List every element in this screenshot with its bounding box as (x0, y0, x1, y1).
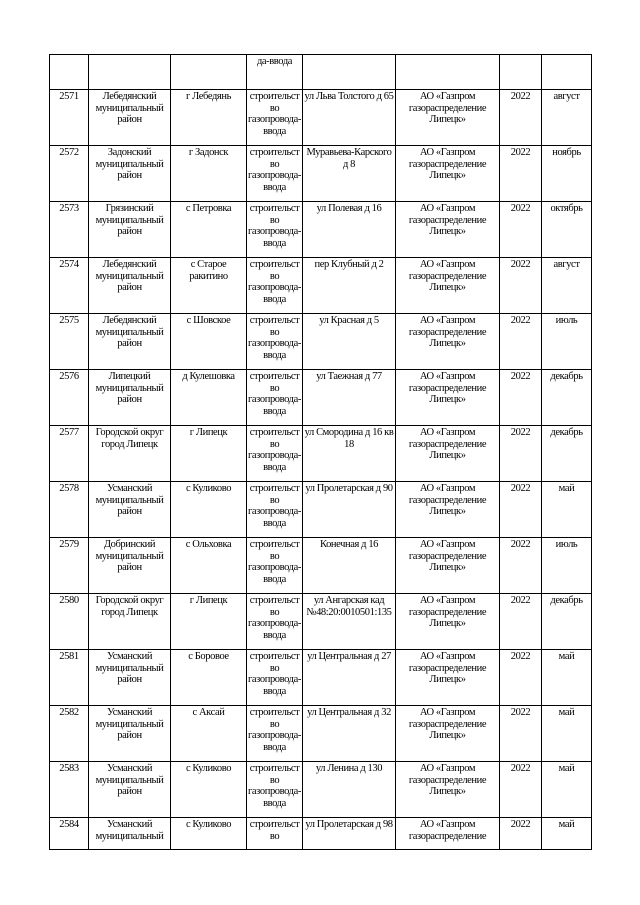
cell-num: 2577 (50, 426, 89, 482)
cell-month: август (542, 258, 592, 314)
cell-locality: с Аксай (171, 706, 247, 762)
cell-work: строительство газопровода-ввода (247, 370, 303, 426)
cell-year: 2022 (500, 482, 542, 538)
table-row (50, 370, 592, 426)
cell-address: ул Смородина д 16 кв 18 (303, 426, 396, 482)
cell-month: июль (542, 538, 592, 594)
cell-year: 2022 (500, 426, 542, 482)
cell-locality: г Липецк (171, 426, 247, 482)
cell-work: строительство газопровода-ввода (247, 482, 303, 538)
cell-month: май (542, 818, 592, 850)
table-row (50, 818, 592, 850)
cell-org: АО «Газпром газораспределение Липецк» (396, 594, 500, 650)
cell-org (396, 55, 500, 90)
cell-district: Грязинский муниципальный район (89, 202, 171, 258)
cell-year: 2022 (500, 258, 542, 314)
cell-locality: с Шовское (171, 314, 247, 370)
cell-locality: г Лебедянь (171, 90, 247, 146)
cell-district (89, 55, 171, 90)
cell-locality: с Куликово (171, 762, 247, 818)
cell-locality: г Задонск (171, 146, 247, 202)
cell-year: 2022 (500, 90, 542, 146)
cell-year: 2022 (500, 538, 542, 594)
cell-month: декабрь (542, 594, 592, 650)
cell-district: Задонский муниципальный район (89, 146, 171, 202)
cell-district: Усманский муниципальный район (89, 706, 171, 762)
cell-work: строительство газопровода-ввода (247, 538, 303, 594)
cell-org: АО «Газпром газораспределение Липецк» (396, 370, 500, 426)
gasification-schedule-table (49, 54, 592, 850)
cell-month (542, 55, 592, 90)
cell-org: АО «Газпром газораспределение Липецк» (396, 426, 500, 482)
table-row (50, 538, 592, 594)
table-row (50, 146, 592, 202)
cell-num: 2574 (50, 258, 89, 314)
cell-year: 2022 (500, 650, 542, 706)
cell-num: 2576 (50, 370, 89, 426)
cell-address: ул Полевая д 16 (303, 202, 396, 258)
cell-district: Городской округ город Липецк (89, 594, 171, 650)
table-row (50, 258, 592, 314)
cell-address: ул Таежная д 77 (303, 370, 396, 426)
cell-org: АО «Газпром газораспределение Липецк» (396, 538, 500, 594)
cell-locality: с Ольховка (171, 538, 247, 594)
cell-year: 2022 (500, 594, 542, 650)
cell-year: 2022 (500, 146, 542, 202)
cell-work: строительство газопровода-ввода (247, 258, 303, 314)
cell-locality: с Куликово (171, 482, 247, 538)
cell-org: АО «Газпром газораспределение Липецк» (396, 706, 500, 762)
cell-work: да-ввода (247, 55, 303, 90)
cell-district: Липецкий муниципальный район (89, 370, 171, 426)
cell-org: АО «Газпром газораспределение Липецк» (396, 202, 500, 258)
cell-district: Лебедянский муниципальный район (89, 314, 171, 370)
cell-year: 2022 (500, 762, 542, 818)
table-row (50, 314, 592, 370)
cell-num: 2583 (50, 762, 89, 818)
cell-address (303, 55, 396, 90)
cell-address: ул Льва Толстого д 65 (303, 90, 396, 146)
cell-org: АО «Газпром газораспределение (396, 818, 500, 850)
table-row (50, 202, 592, 258)
cell-month: май (542, 650, 592, 706)
cell-address: Конечная д 16 (303, 538, 396, 594)
cell-locality: д Кулешовка (171, 370, 247, 426)
cell-month: май (542, 482, 592, 538)
cell-address: ул Красная д 5 (303, 314, 396, 370)
cell-month: май (542, 706, 592, 762)
cell-month: май (542, 762, 592, 818)
cell-year: 2022 (500, 314, 542, 370)
cell-num: 2580 (50, 594, 89, 650)
table-row (50, 482, 592, 538)
cell-work: строительство газопровода-ввода (247, 706, 303, 762)
cell-district: Городской округ город Липецк (89, 426, 171, 482)
cell-address: ул Пролетарская д 90 (303, 482, 396, 538)
cell-district: Усманский муниципальный район (89, 650, 171, 706)
cell-address: ул Ангарская кад №48:20:0010501:135 (303, 594, 396, 650)
cell-num: 2572 (50, 146, 89, 202)
cell-address: Муравьева-Карского д 8 (303, 146, 396, 202)
cell-month: август (542, 90, 592, 146)
cell-locality: с Куликово (171, 818, 247, 850)
table-row-continued (50, 55, 592, 90)
cell-work: строительство газопровода-ввода (247, 202, 303, 258)
cell-work: строительство газопровода-ввода (247, 146, 303, 202)
cell-address: ул Центральная д 27 (303, 650, 396, 706)
cell-work: строительство газопровода-ввода (247, 90, 303, 146)
cell-org: АО «Газпром газораспределение Липецк» (396, 762, 500, 818)
cell-work: строительство газопровода-ввода (247, 426, 303, 482)
cell-num: 2573 (50, 202, 89, 258)
cell-year: 2022 (500, 818, 542, 850)
cell-num (50, 55, 89, 90)
cell-district: Усманский муниципальный район (89, 762, 171, 818)
cell-work: строительство (247, 818, 303, 850)
table-row (50, 650, 592, 706)
cell-district: Усманский муниципальный район (89, 482, 171, 538)
cell-locality: с Боровое (171, 650, 247, 706)
cell-month: декабрь (542, 426, 592, 482)
cell-num: 2581 (50, 650, 89, 706)
cell-year: 2022 (500, 370, 542, 426)
table-row (50, 426, 592, 482)
table-row (50, 90, 592, 146)
cell-work: строительство газопровода-ввода (247, 594, 303, 650)
cell-address: ул Ленина д 130 (303, 762, 396, 818)
cell-district: Лебедянский муниципальный район (89, 258, 171, 314)
table-body (50, 55, 592, 850)
cell-org: АО «Газпром газораспределение Липецк» (396, 146, 500, 202)
cell-org: АО «Газпром газораспределение Липецк» (396, 650, 500, 706)
cell-locality: г Липецк (171, 594, 247, 650)
table-row (50, 594, 592, 650)
cell-year: 2022 (500, 202, 542, 258)
cell-work: строительство газопровода-ввода (247, 762, 303, 818)
cell-org: АО «Газпром газораспределение Липецк» (396, 90, 500, 146)
cell-num: 2578 (50, 482, 89, 538)
cell-year: 2022 (500, 706, 542, 762)
cell-year (500, 55, 542, 90)
cell-org: АО «Газпром газораспределение Липецк» (396, 258, 500, 314)
cell-locality: с Петровка (171, 202, 247, 258)
table-row (50, 762, 592, 818)
cell-locality (171, 55, 247, 90)
cell-num: 2579 (50, 538, 89, 594)
cell-district: Лебедянский муниципальный район (89, 90, 171, 146)
cell-num: 2582 (50, 706, 89, 762)
cell-work: строительство газопровода-ввода (247, 650, 303, 706)
cell-work: строительство газопровода-ввода (247, 314, 303, 370)
cell-month: июль (542, 314, 592, 370)
cell-num: 2584 (50, 818, 89, 850)
cell-address: ул Центральная д 32 (303, 706, 396, 762)
cell-month: ноябрь (542, 146, 592, 202)
cell-locality: с Старое ракитино (171, 258, 247, 314)
cell-org: АО «Газпром газораспределение Липецк» (396, 482, 500, 538)
cell-address: ул Пролетарская д 98 (303, 818, 396, 850)
cell-month: декабрь (542, 370, 592, 426)
cell-num: 2571 (50, 90, 89, 146)
cell-org: АО «Газпром газораспределение Липецк» (396, 314, 500, 370)
cell-district: Добринский муниципальный район (89, 538, 171, 594)
table-row (50, 706, 592, 762)
cell-district: Усманский муниципальный (89, 818, 171, 850)
cell-address: пер Клубный д 2 (303, 258, 396, 314)
cell-num: 2575 (50, 314, 89, 370)
cell-month: октябрь (542, 202, 592, 258)
